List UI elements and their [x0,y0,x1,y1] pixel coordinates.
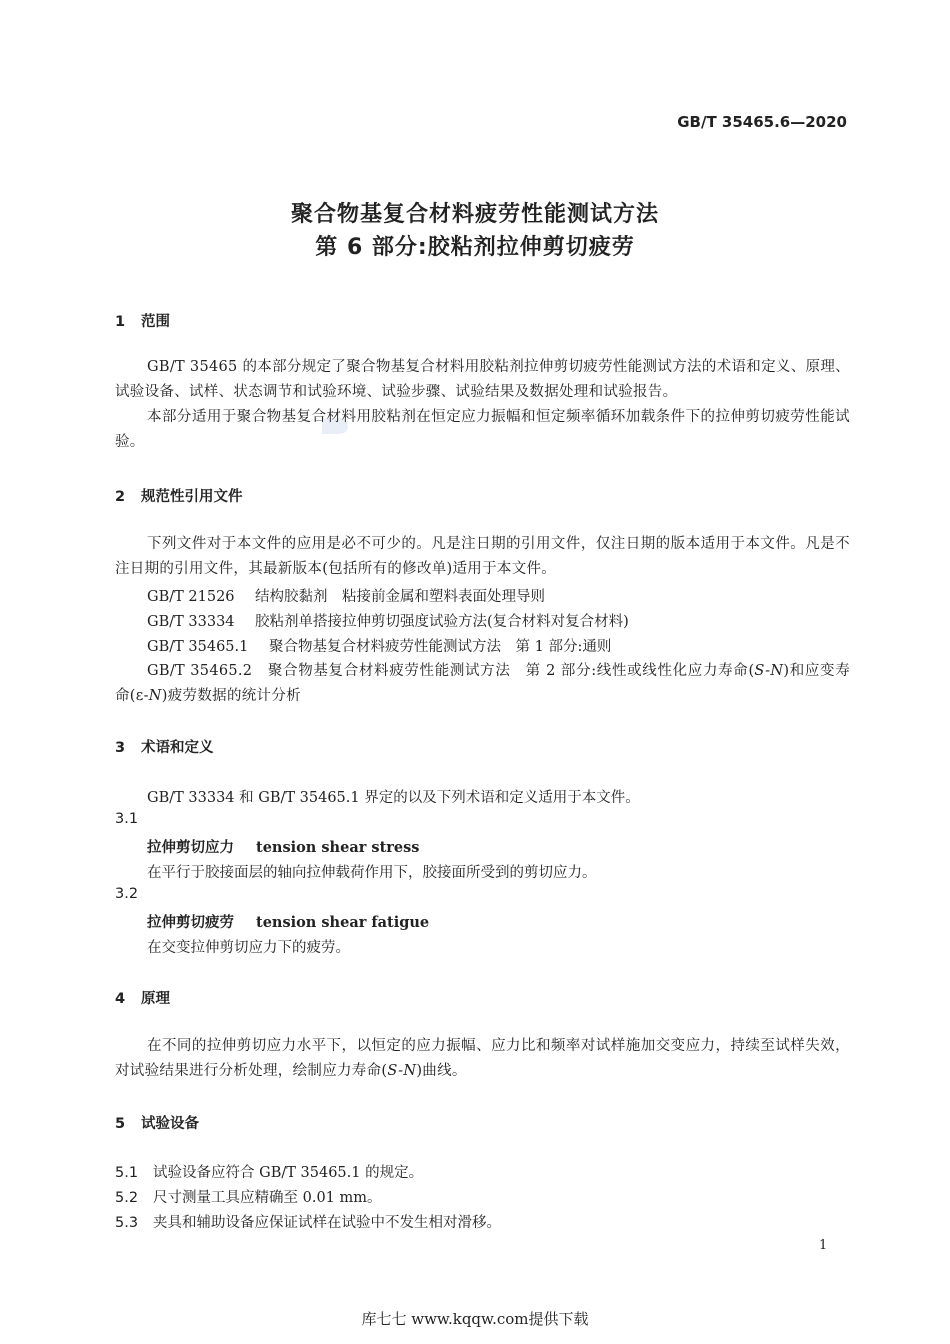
principle-paragraph [115,1034,850,1084]
section-title: 试验设备 [141,1116,199,1132]
reference-title-part: )疲劳数据的统计分析 [161,688,301,704]
term-chinese: 拉伸剪切应力 [147,839,234,856]
apparatus-item [115,1161,423,1182]
item-text: 夹具和辅助设备应保证试样在试验中不发生相对滑移。 [153,1215,501,1231]
reference-item [115,659,850,709]
scope-paragraph-1: GB/T 35465 的本部分规定了聚合物基复合材料用胶粘剂拉伸剪切疲劳性能测试方法的术语和定义、原理、试验设备、试样、状态调节和试验环境、试验步骤、试验结果及数据处理和试验报告。 [115,359,850,400]
section-heading-terms [115,736,214,757]
term-entry [147,911,429,932]
section-title: 范围 [141,314,170,330]
sn-symbol: S-N [387,1063,417,1079]
section-title: 术语和定义 [141,740,214,756]
reference-code: GB/T 21526 [147,589,235,605]
scope-paragraph-2: 本部分适用于聚合物基复合材料用胶粘剂在恒定应力振幅和恒定频率循环加载条件下的拉伸剪切疲劳性能试验。 [115,409,850,450]
terms-intro: GB/T 33334 和 GB/T 35465.1 界定的以及下列术语和定义适用于本文件。 [147,790,640,806]
standard-number: GB/T 35465.6—2020 [677,113,847,131]
reference-code: GB/T 33334 [147,614,235,630]
reference-title: 胶粘剂单搭接拉伸剪切强度试验方法(复合材料对复合材料) [255,614,629,630]
sn-symbol: S-N [754,663,784,679]
term-number: 3.2 [115,886,139,902]
download-footer: 库七七 www.kqqw.com提供下载 [361,1310,589,1328]
section-number: 2 [115,489,126,505]
reference-item [147,635,611,656]
term-english: tension shear fatigue [256,914,430,931]
term-chinese: 拉伸剪切疲劳 [147,914,234,931]
page-number: 1 [819,1238,828,1253]
item-text: 尺寸测量工具应精确至 0.01 mm。 [153,1190,382,1206]
references-intro: 下列文件对于本文件的应用是必不可少的。凡是注日期的引用文件，仅注日期的版本适用于本文件。凡是不注日期的引用文件，其最新版本(包括所有的修改单)适用于本文件。 [115,536,850,577]
term-english: tension shear stress [256,839,420,856]
item-number: 5.3 [115,1215,139,1231]
reference-title-part: 聚合物基复合材料疲劳性能测试方法 第 2 部分:线性或线性化应力寿命( [267,663,755,679]
reference-code: GB/T 35465.1 [147,639,249,655]
reference-title-part: )和应变寿命(ε- [115,663,850,704]
document-title-line2: 第 6 部分:胶粘剂拉伸剪切疲劳 [315,235,635,260]
section-number: 5 [115,1116,126,1132]
item-text: 试验设备应符合 GB/T 35465.1 的规定。 [153,1165,424,1181]
item-number: 5.1 [115,1165,139,1181]
apparatus-item [115,1211,501,1232]
term-definition: 在平行于胶接面层的轴向拉伸载荷作用下，胶接面所受到的剪切应力。 [147,865,597,881]
section-title: 规范性引用文件 [141,489,243,505]
section-number: 3 [115,740,126,756]
reference-item [147,585,545,606]
principle-text: )曲线。 [416,1063,467,1079]
term-number: 3.1 [115,811,139,827]
reference-item [147,610,629,631]
section-heading-principle [115,987,170,1008]
document-title-line1: 聚合物基复合材料疲劳性能测试方法 [290,202,659,227]
reference-code: GB/T 35465.2 [147,663,253,679]
term-entry [147,836,419,857]
principle-text: 在不同的拉伸剪切应力水平下，以恒定的应力振幅、应力比和频率对试样施加交变应力，持续至试样失效，对试验结果进行分析处理，绘制应力寿命( [115,1038,850,1079]
section-title: 原理 [141,991,170,1007]
section-number: 1 [115,314,126,330]
term-definition: 在交变拉伸剪切应力下的疲劳。 [147,940,350,956]
reference-title: 聚合物基复合材料疲劳性能测试方法 第 1 部分:通则 [269,639,612,655]
n-symbol: N [148,688,162,704]
section-heading-scope [115,310,170,331]
section-heading-normative-references [115,485,243,506]
reference-title: 结构胶黏剂 粘接前金属和塑料表面处理导则 [255,589,545,605]
section-number: 4 [115,991,126,1007]
item-number: 5.2 [115,1190,139,1206]
apparatus-item [115,1186,382,1207]
section-heading-apparatus [115,1112,199,1133]
